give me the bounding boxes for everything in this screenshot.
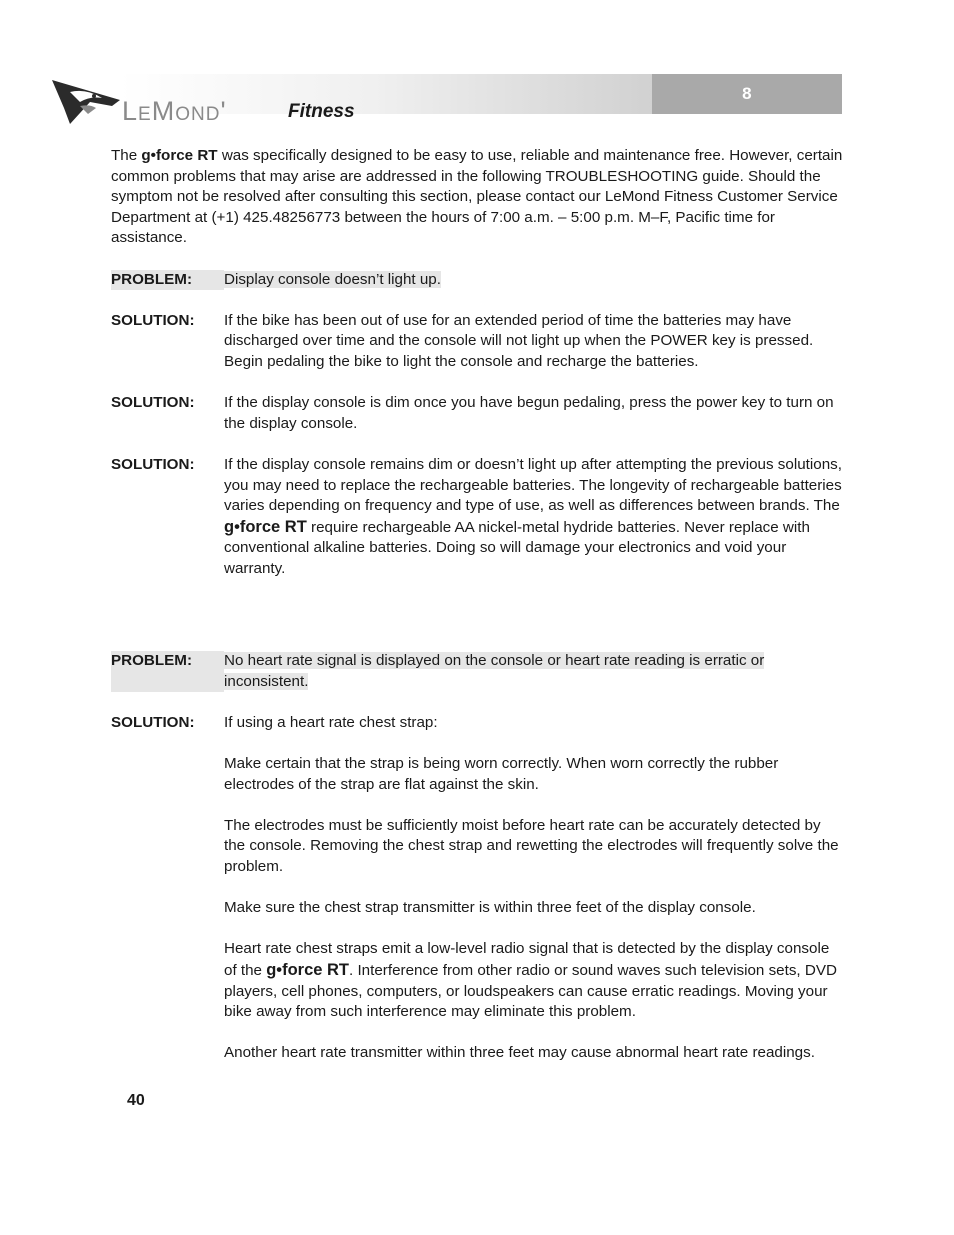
problem-row (111, 651, 843, 692)
troubleshooting-content (111, 146, 843, 1085)
intro-paragraph: The g•force RT was specifically designed to be easy to use, reliable and maintenance free. However, certain common problems that may arise are addressed in the following TROUBLESHOOTING guide. Should the symptom not be resolved after consulting this section, please contact our LeMond Fitness Customer Service Department at (+1) 425.48256773 between the hours of 7:00 a.m. – 5:00 p.m. M–F, Pacific time for assistance. (111, 147, 843, 247)
problem-label: PROBLEM: (111, 270, 224, 291)
solution-label: SOLUTION: (111, 311, 195, 329)
section-title: 8 TROUBLESHOOTING (652, 74, 842, 114)
solution-row (111, 455, 843, 580)
solution-row (111, 393, 843, 434)
logo-wordmark: LEMOND' (122, 96, 227, 126)
solution-text: If the display console remains dim or doesn’t light up after attempting the previous solutions, you may need to replace the rechargeable batteries. The longevity of rechargeable batteries varies depending on frequency and type of use, as well as differences between brands. The g•force RT require rechargeable AA nickel-metal hydride batteries. Never replace with conventional alkaline batteries. Doing so will damage your electronics and void your warranty. (224, 455, 842, 577)
brand-name: g•force RT (141, 147, 218, 164)
problem-row (111, 270, 843, 291)
solution-text: If using a heart rate chest strap: Make certain that the strap is being worn correctly. When worn correctly the rubber electrodes of the strap are flat against the skin. The electrodes must be sufficiently moist before heart rate can be accurately detected by the console. Removing the chest strap and rewetting the electrodes will frequently solve the problem. Make sure the chest strap transmitter is within three feet of the display console. Heart rate chest straps emit a low-level radio signal that is detected by the display console of the g•force RT. Interference from other radio or sound waves such television sets, DVD players, cell phones, computers, or loudspeakers can cause erratic readings. Moving your bike away from such interference may eliminate this problem. Another heart rate transmitter within three feet may cause abnormal heart rate readings. (224, 713, 839, 1062)
solution-label: SOLUTION: (111, 713, 195, 731)
solution-label: SOLUTION: (111, 455, 195, 473)
solution-row (111, 311, 843, 373)
problem-label: PROBLEM: (111, 651, 224, 692)
page-number: 40 (127, 1092, 145, 1109)
solution-text: If the bike has been out of use for an extended period of time the batteries may have discharged over time and the console will not light up when the POWER key is pressed. Begin pedaling the bike to light the console and recharge the batteries. (224, 311, 814, 370)
solution-text: If the display console is dim once you have begun pedaling, press the power key to turn on the display console. (224, 394, 834, 432)
eagle-logo-icon (50, 78, 122, 126)
solution-label: SOLUTION: (111, 394, 195, 412)
problem-text: Display console doesn’t light up. (224, 270, 441, 288)
brand-name: g•force RT (266, 960, 350, 979)
logo-fitness-text: Fitness (288, 101, 355, 122)
lemond-fitness-logo (50, 76, 410, 126)
problem-text: No heart rate signal is displayed on the console or heart rate reading is erratic or inconsistent. (224, 652, 765, 690)
brand-name: g•force RT (224, 517, 307, 536)
solution-row (111, 713, 843, 1064)
